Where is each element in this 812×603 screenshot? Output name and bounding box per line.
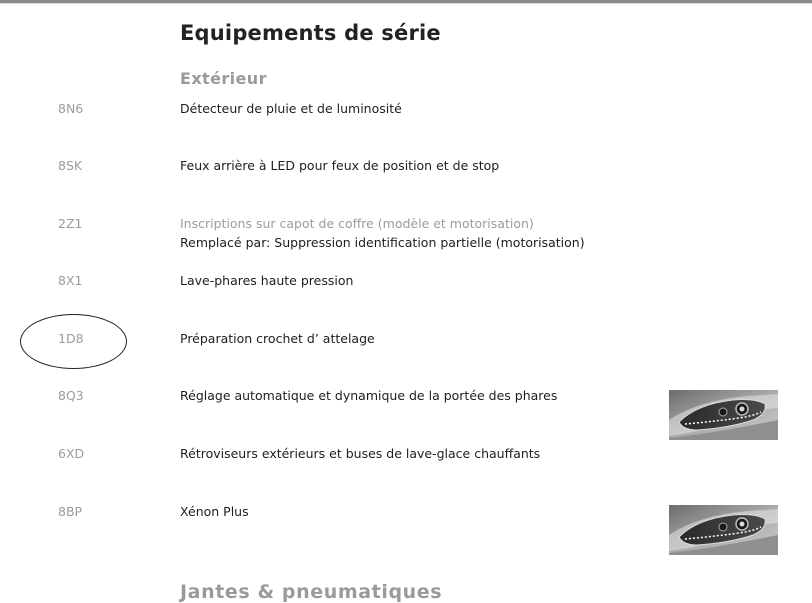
section-title-exterieur: Extérieur	[180, 69, 267, 88]
equipment-description: Rétroviseurs extérieurs et buses de lave-glace chauffants	[180, 446, 541, 461]
equipment-description: Feux arrière à LED pour feux de position et de stop	[180, 158, 500, 173]
equipment-code: 8X1	[58, 273, 83, 288]
equipment-description: Préparation crochet d’ attelage	[180, 331, 375, 346]
equipment-code: 8BP	[58, 504, 83, 519]
equipment-code: 2Z1	[58, 216, 83, 231]
headlight-photo	[669, 505, 778, 555]
headlight-photo	[669, 390, 778, 440]
equipment-code: 8Q3	[58, 388, 84, 403]
equipment-code: 8SK	[58, 158, 83, 173]
equipment-description-replaced: Inscriptions sur capot de coffre (modèle et motorisation)	[180, 216, 534, 231]
section-title-jantes: Jantes & pneumatiques	[180, 581, 443, 603]
equipment-description: Lave-phares haute pression	[180, 273, 354, 288]
top-border-shadow	[0, 3, 812, 4]
equipment-code: 8N6	[58, 101, 84, 116]
equipment-code: 1D8	[58, 331, 84, 346]
equipment-description: Détecteur de pluie et de luminosité	[180, 101, 402, 116]
equipment-code: 6XD	[58, 446, 85, 461]
equipment-description: Xénon Plus	[180, 504, 249, 519]
replacement-note: Remplacé par: Suppression identification partielle (motorisation)	[180, 235, 585, 250]
equipment-description: Réglage automatique et dynamique de la portée des phares	[180, 388, 558, 403]
page-title: Equipements de série	[180, 21, 441, 45]
